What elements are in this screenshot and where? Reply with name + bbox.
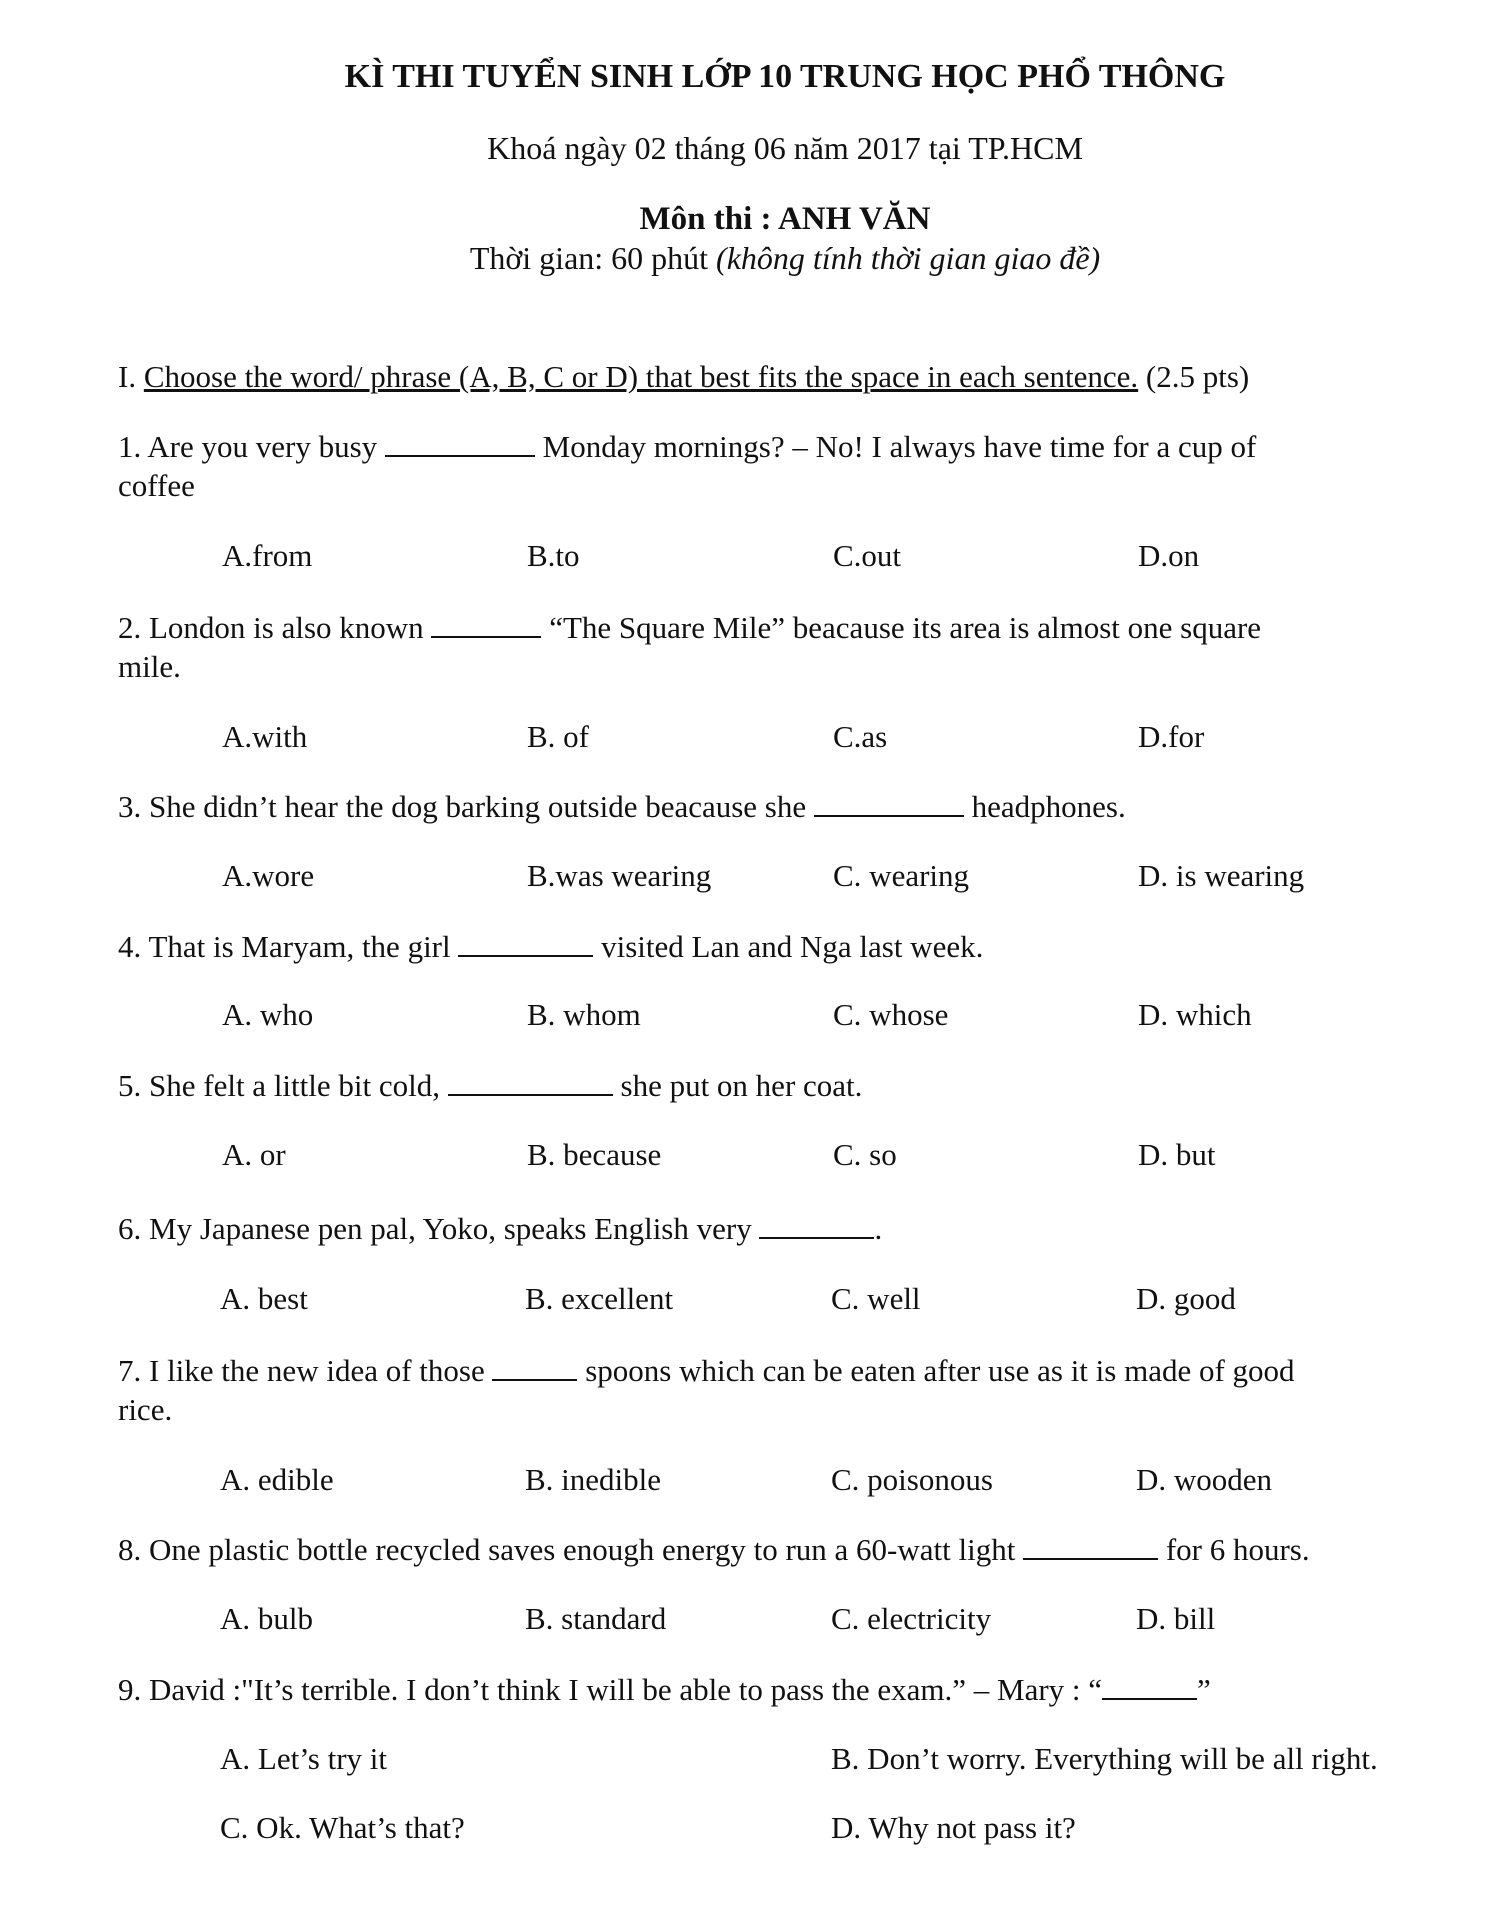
- question-6: [118, 1210, 882, 1248]
- question-text: “The Square Mile” beacause its area is almost one square: [549, 610, 1262, 645]
- option-b: B.was wearing: [527, 858, 712, 893]
- option-a: A. edible: [220, 1462, 334, 1497]
- option-b: B. standard: [525, 1601, 667, 1636]
- question-text: ”: [1197, 1672, 1211, 1707]
- question-text: .: [874, 1211, 883, 1246]
- question-text: she put on her coat.: [620, 1068, 863, 1103]
- option-c: C.out: [833, 538, 902, 573]
- option-d: D. but: [1138, 1137, 1216, 1172]
- question-text: 9. David :"It’s terrible. I don’t think I will be able to pass the exam.” – Mary : “: [118, 1672, 1103, 1707]
- answer-blank: [759, 1213, 874, 1239]
- option-b: B. Don’t worry. Everything will be all right.: [831, 1741, 1378, 1776]
- option-c: C. well: [831, 1281, 921, 1316]
- answer-blank: [1102, 1674, 1197, 1700]
- question-text: 3. She didn’t hear the dog barking outside beacause she: [118, 789, 807, 824]
- answer-blank: [492, 1355, 577, 1381]
- option-a: A.with: [222, 719, 308, 754]
- question-9: [118, 1671, 1211, 1709]
- option-a: A. or: [222, 1137, 286, 1172]
- option-a: A.wore: [222, 858, 315, 893]
- option-a: A. best: [220, 1281, 308, 1316]
- option-b: B.to: [527, 538, 580, 573]
- section-roman: I.: [118, 359, 137, 394]
- question-1: [118, 428, 1256, 466]
- question-text: visited Lan and Nga last week.: [601, 929, 984, 964]
- question-2: [118, 609, 1261, 647]
- option-b: B. inedible: [525, 1462, 662, 1497]
- option-c: C. Ok. What’s that?: [220, 1810, 465, 1845]
- question-3: [118, 788, 1126, 826]
- time-label: Thời gian: 60 phút: [469, 240, 709, 276]
- question-text: 2. London is also known: [118, 610, 424, 645]
- question-4: [118, 928, 983, 966]
- exam-time: [0, 240, 1500, 277]
- answer-blank: [814, 791, 964, 817]
- option-d: D. wooden: [1136, 1462, 1273, 1497]
- exam-title: KÌ THI TUYỂN SINH LỚP 10 TRUNG HỌC PHỔ THÔNG: [344, 58, 1226, 95]
- option-a: A. Let’s try it: [220, 1741, 388, 1776]
- question-2-line2: mile.: [118, 649, 181, 684]
- option-a: A.from: [222, 538, 313, 573]
- question-text: 8. One plastic bottle recycled saves enough energy to run a 60-watt light: [118, 1532, 1016, 1567]
- option-a: A. bulb: [220, 1601, 313, 1636]
- question-1-line2: coffee: [118, 468, 195, 503]
- question-text: 6. My Japanese pen pal, Yoko, speaks English very: [118, 1211, 752, 1246]
- question-7-line2: rice.: [118, 1392, 173, 1427]
- answer-blank: [385, 431, 535, 457]
- question-text: for 6 hours.: [1165, 1532, 1310, 1567]
- option-c: C. whose: [833, 997, 949, 1032]
- option-d: D. which: [1138, 997, 1252, 1032]
- option-b: B. of: [527, 719, 589, 754]
- option-b: B. whom: [527, 997, 641, 1032]
- answer-blank: [1023, 1534, 1158, 1560]
- question-5: [118, 1067, 862, 1105]
- option-c: C. so: [833, 1137, 897, 1172]
- option-d: D. good: [1136, 1281, 1236, 1316]
- question-7: [118, 1352, 1295, 1390]
- question-text: 5. She felt a little bit cold,: [118, 1068, 440, 1103]
- question-text: Monday mornings? – No! I always have time for a cup of: [542, 429, 1257, 464]
- question-8: [118, 1531, 1310, 1569]
- option-a: A. who: [222, 997, 314, 1032]
- exam-date-line: Khoá ngày 02 tháng 06 năm 2017 tại TP.HCM: [487, 130, 1083, 166]
- option-c: C. poisonous: [831, 1462, 993, 1497]
- option-c: C.as: [833, 719, 888, 754]
- exam-subject: Môn thi : ANH VĂN: [639, 201, 931, 237]
- section-heading: [118, 358, 1249, 396]
- answer-blank: [431, 612, 541, 638]
- option-c: C. electricity: [831, 1601, 992, 1636]
- question-text: 1. Are you very busy: [118, 429, 378, 464]
- section-points: (2.5 pts): [1145, 359, 1250, 394]
- question-text: 7. I like the new idea of those: [118, 1353, 485, 1388]
- question-text: spoons which can be eaten after use as it is made of good: [585, 1353, 1295, 1388]
- answer-blank: [458, 931, 593, 957]
- option-d: D.on: [1138, 538, 1200, 573]
- section-instruction: Choose the word/ phrase (A, B, C or D) that best fits the space in each sentence.: [143, 359, 1139, 394]
- option-d: D. bill: [1136, 1601, 1216, 1636]
- option-c: C. wearing: [833, 858, 970, 893]
- option-d: D.for: [1138, 719, 1205, 754]
- answer-blank: [448, 1070, 613, 1096]
- option-b: B. excellent: [525, 1281, 674, 1316]
- question-text: headphones.: [971, 789, 1126, 824]
- question-text: 4. That is Maryam, the girl: [118, 929, 451, 964]
- option-b: B. because: [527, 1137, 662, 1172]
- time-note: (không tính thời gian giao đề): [716, 240, 1101, 276]
- option-d: D. Why not pass it?: [831, 1810, 1076, 1845]
- option-d: D. is wearing: [1138, 858, 1305, 893]
